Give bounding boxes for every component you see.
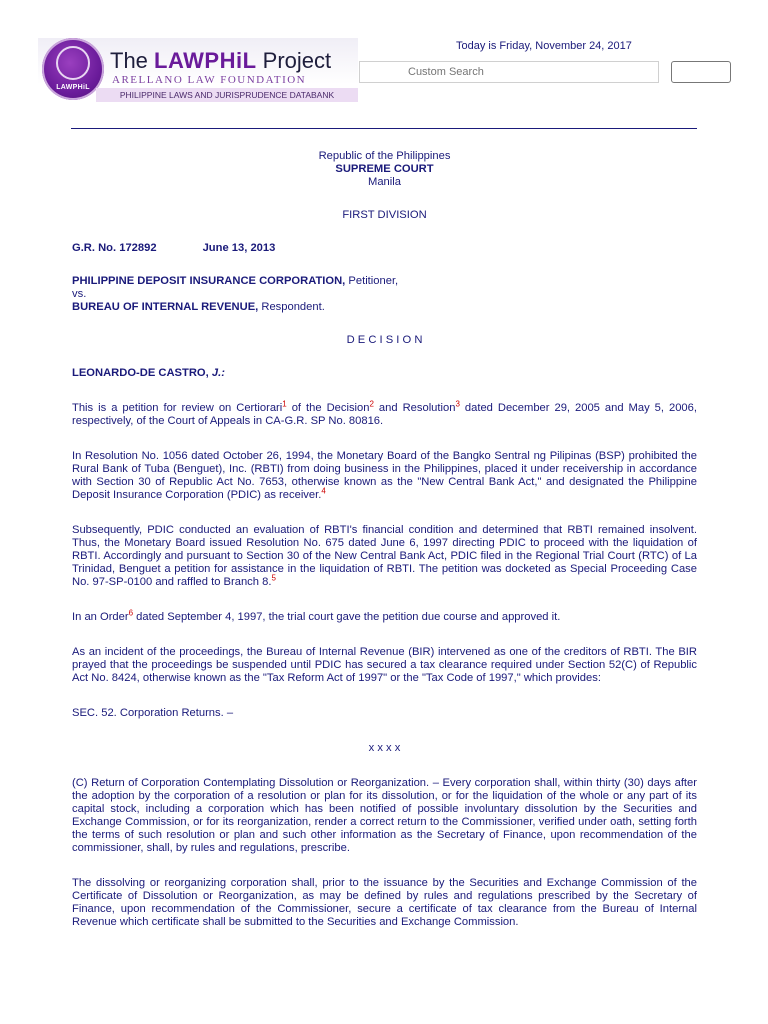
search-button[interactable] xyxy=(671,61,731,83)
p2-text: In Resolution No. 1056 dated October 26, 1994, the Monetary Board of the Bangko Sentral ng Pilipinas (BSP) prohibited the Rural Bank of Tuba (Benguet), Inc. (RBTI) from doing business in the Philippines, placed it under receivership in accordance with Section 30 of Republic Act No. 7653, otherwise known as the "New Central Bank Act," and designated the Philippine Deposit Insurance Corporation (PDIC) as receiver. xyxy=(72,450,697,501)
ponente-line xyxy=(72,367,697,380)
footnote-3-link[interactable]: 3 xyxy=(455,399,460,409)
republic-line: Republic of the Philippines xyxy=(318,150,451,162)
p1-text-a: This is a petition for review on Certiorari xyxy=(72,402,283,414)
logo-project: Project xyxy=(256,48,332,73)
today-date: Today is Friday, November 24, 2017 xyxy=(456,40,632,52)
city-line: Manila xyxy=(368,176,401,188)
logo-tagline: PHILIPPINE LAWS AND JURISPRUDENCE DATABANK xyxy=(96,88,358,102)
paragraph-2 xyxy=(72,450,697,502)
paragraph-3 xyxy=(72,524,697,589)
paragraph-6: (C) Return of Corporation Contemplating Dissolution or Reorganization. – Every corporation shall, within thirty (30) days after the adoption by the corporation of a resolution or plan for its dissolution, or for the liquidation of the whole or any part of its capital stock, including a corporation which has been notified of possible involuntary dissolution by the Securities and Exchange Commission, or for its reorganization, render a correct return to the Commissioner, verified under oath, setting forth the terms of such resolution or plan and such other information as the Secretary of Finance, upon recommendation of the commissioner, shall, by rules and regulations, prescribe. xyxy=(72,777,697,854)
footnote-4-link[interactable]: 4 xyxy=(321,486,326,496)
paragraph-5: As an incident of the proceedings, the Bureau of Internal Revenue (BIR) intervened as one of the creditors of RBTI. The BIR prayed that the proceedings be suspended until PDIC has secured a tax clearance required under Section 52(C) of Republic Act No. 8424, otherwise known as the "Tax Reform Act of 1997" or the "Tax Code of 1997," which provides: xyxy=(72,646,697,684)
petitioner-name: PHILIPPINE DEPOSIT INSURANCE CORPORATION, xyxy=(72,275,346,287)
footnote-1-link[interactable]: 1 xyxy=(282,399,287,409)
logo-subtitle: ARELLANO LAW FOUNDATION xyxy=(112,74,307,86)
site-header xyxy=(0,0,768,110)
respondent-role: Respondent. xyxy=(258,301,325,313)
p3-text: Subsequently, PDIC conducted an evaluation of RBTI's financial condition and determined that RBTI remained insolvent. Thus, the Monetary Board issued Resolution No. 675 dated June 6, 1997 directing PDIC to proceed with the liquidation of RBTI. Accordingly and pursuant to Section 30 of the New Central Bank Act, PDIC filed in the Regional Trial Court (RTC) of La Trinidad, Benguet a petition for assistance in the liquidation of RBTI. The petition was docketed as Special Proceeding Case No. 97-SP-0100 and raffled to Branch 8. xyxy=(72,524,697,588)
ellipsis-line: x x x x xyxy=(368,742,401,754)
petitioner-role: Petitioner, xyxy=(345,275,399,287)
logo-lawphil: LAWPHiL xyxy=(154,48,257,73)
search-input[interactable] xyxy=(359,61,659,83)
footnote-2-link[interactable]: 2 xyxy=(369,399,374,409)
lawphil-logo[interactable] xyxy=(38,38,358,104)
division-line: FIRST DIVISION xyxy=(342,209,427,221)
section-52-heading: SEC. 52. Corporation Returns. – xyxy=(72,707,234,719)
lawphil-seal-icon xyxy=(42,38,104,100)
header-divider xyxy=(71,128,697,129)
p1-text-c: and Resolution xyxy=(373,402,456,414)
footnote-6-link[interactable]: 6 xyxy=(128,608,134,618)
p1-text-b: of the Decision xyxy=(286,402,370,414)
p1-text-d: dated December 29, 2005 and May 5, 2006, respectively, of the Court of Appeals in CA-G.R. SP No. 80816. xyxy=(72,402,697,427)
logo-the: The xyxy=(110,48,155,73)
decision-document xyxy=(72,150,697,929)
case-number-line xyxy=(72,242,697,255)
ponente-name: LEONARDO-DE CASTRO, xyxy=(72,367,209,379)
petitioner-line xyxy=(72,275,697,288)
p4-text-b: dated September 4, 1997, the trial court gave the petition due course and approved it. xyxy=(133,611,561,623)
paragraph-7: The dissolving or reorganizing corporation shall, prior to the issuance by the Securities and Exchange Commission of the Certificate of Dissolution or Reorganization, as may be defined by rules and regulations prescribed by the Secretary of Finance, upon recommendation of the Commissioner, secure a certificate of tax clearance from the Bureau of Internal Revenue which certificate shall be submitted to the Securities and Exchange Commission. xyxy=(72,877,697,928)
paragraph-4 xyxy=(72,608,697,624)
respondent-name: BUREAU OF INTERNAL REVENUE, xyxy=(72,301,259,313)
vs-line: vs. xyxy=(72,288,87,300)
seal-text: LAWPHiL xyxy=(56,84,90,91)
ponente-j: J.: xyxy=(208,367,225,379)
decision-heading: D E C I S I O N xyxy=(346,334,423,346)
logo-title xyxy=(110,48,331,74)
gr-number: G.R. No. 172892 xyxy=(72,242,157,254)
p4-text-a: In an Order xyxy=(72,611,129,623)
respondent-line xyxy=(72,301,697,314)
seal-ring xyxy=(56,46,90,80)
paragraph-1 xyxy=(72,399,697,428)
court-line: SUPREME COURT xyxy=(335,163,434,175)
gr-date: June 13, 2013 xyxy=(202,242,276,254)
footnote-5-link[interactable]: 5 xyxy=(271,573,276,583)
